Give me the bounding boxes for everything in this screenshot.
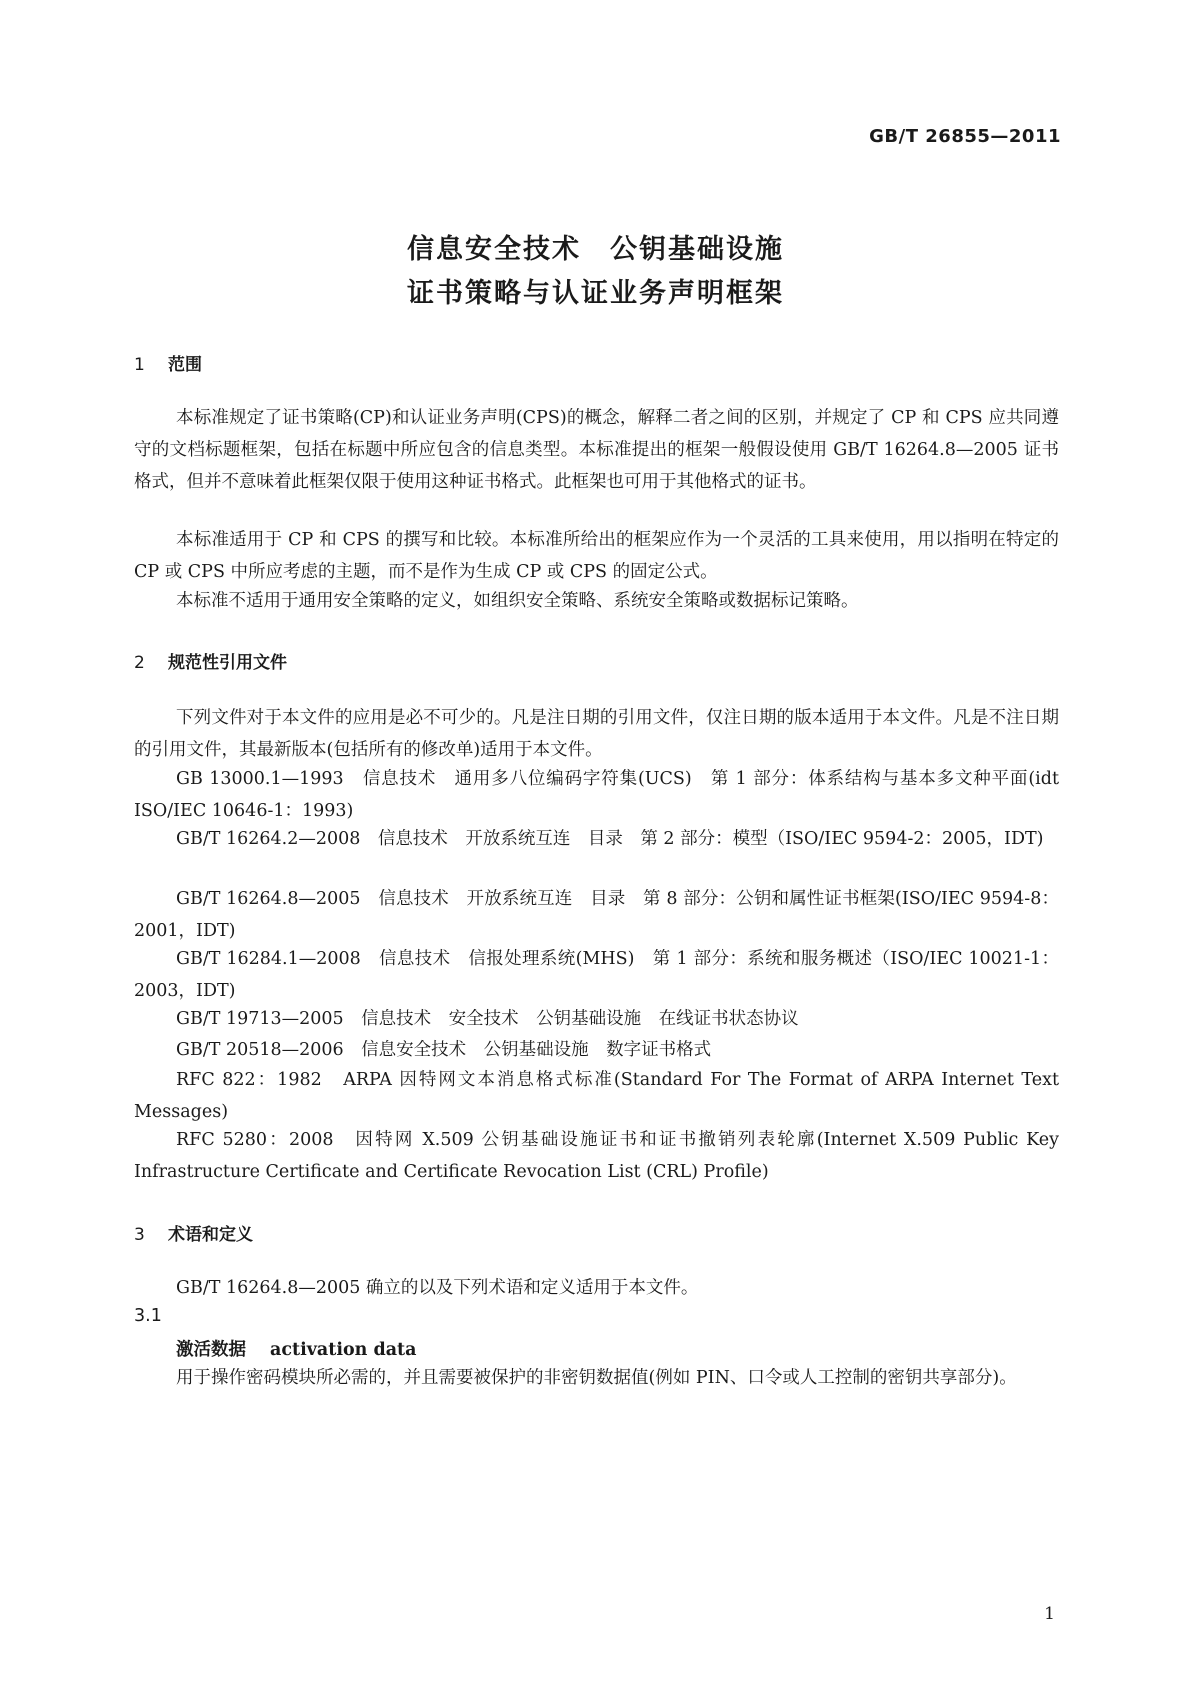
- term-definition: 用于操作密码模块所必需的，并且需要被保护的非密钥数据值(例如 PIN、口令或人工控制的密钥共享部分)。: [176, 1368, 1017, 1388]
- reference-item: GB 13000.1—1993 信息技术 通用多八位编码字符集(UCS) 第 1 部分：体系结构与基本多文种平面(idt ISO/IEC 10646-1：1993): [134, 769, 1065, 821]
- section-title: 术语和定义: [168, 1225, 253, 1245]
- term-number: 3.1: [134, 1306, 162, 1326]
- reference-item: GB/T 16264.8—2005 信息技术 开放系统互连 目录 第 8 部分：公钥和属性证书框架(ISO/IEC 9594-8：2001，IDT): [134, 889, 1059, 941]
- reference-item: GB/T 16284.1—2008 信息技术 信报处理系统(MHS) 第 1 部分：系统和服务概述（ISO/IEC 10021-1：2003，IDT): [134, 949, 1059, 1001]
- reference-item: GB/T 19713—2005 信息技术 安全技术 公钥基础设施 在线证书状态协议: [176, 1009, 799, 1029]
- standard-code: GB/T 26855—2011: [869, 126, 1061, 147]
- paragraph: 本标准适用于 CP 和 CPS 的撰写和比较。本标准所给出的框架应作为一个灵活的工具来使用，用以指明在特定的 CP 或 CPS 中所应考虑的主题，而不是作为生成 CP 或 CPS 的固定公式。: [134, 530, 1059, 582]
- section-number: 1: [134, 355, 145, 375]
- section-title: 范围: [168, 355, 202, 375]
- reference-item: RFC 822：1982 ARPA 因特网文本消息格式标准(Standard For The Format of ARPA Internet Text Messages): [134, 1070, 1065, 1122]
- reference-item: GB/T 16264.2—2008 信息技术 开放系统互连 目录 第 2 部分：模型（ISO/IEC 9594-2：2005，IDT): [176, 829, 1044, 849]
- reference-item: GB/T 20518—2006 信息安全技术 公钥基础设施 数字证书格式: [176, 1040, 712, 1060]
- section-1-heading: [134, 350, 202, 375]
- term-name: [176, 1336, 416, 1361]
- paragraph: GB/T 16264.8—2005 确立的以及下列术语和定义适用于本文件。: [176, 1278, 699, 1298]
- reference-item: RFC 5280：2008 因特网 X.509 公钥基础设施证书和证书撤销列表轮廓(Internet X.509 Public Key Infrastructure Certificate and Certificate Revocation List (CRL) Profile): [134, 1130, 1065, 1182]
- term-name-en: activation data: [270, 1340, 417, 1360]
- paragraph: 本标准不适用于通用安全策略的定义，如组织安全策略、系统安全策略或数据标记策略。: [176, 591, 859, 611]
- section-number: 2: [134, 653, 145, 673]
- term-name-zh: 激活数据: [176, 1340, 246, 1360]
- section-number: 3: [134, 1225, 145, 1245]
- title-line-1: 信息安全技术 公钥基础设施: [407, 234, 784, 265]
- paragraph: 本标准规定了证书策略(CP)和认证业务声明(CPS)的概念，解释二者之间的区别，并规定了 CP 和 CPS 应共同遵守的文档标题框架，包括在标题中所应包含的信息类型。本标准提出的框架一般假设使用 GB/T 16264.8—2005 证书格式，但并不意味着此框架仅限于使用这种证书格式。此框架也可用于其他格式的证书。: [134, 408, 1059, 492]
- page-number: 1: [1044, 1604, 1055, 1624]
- section-title: 规范性引用文件: [168, 653, 287, 673]
- title-line-2: 证书策略与认证业务声明框架: [407, 278, 784, 309]
- section-2-heading: [134, 648, 287, 673]
- section-3-heading: [134, 1220, 253, 1245]
- document-title: [0, 228, 1191, 316]
- paragraph: 下列文件对于本文件的应用是必不可少的。凡是注日期的引用文件，仅注日期的版本适用于本文件。凡是不注日期的引用文件，其最新版本(包括所有的修改单)适用于本文件。: [134, 708, 1059, 760]
